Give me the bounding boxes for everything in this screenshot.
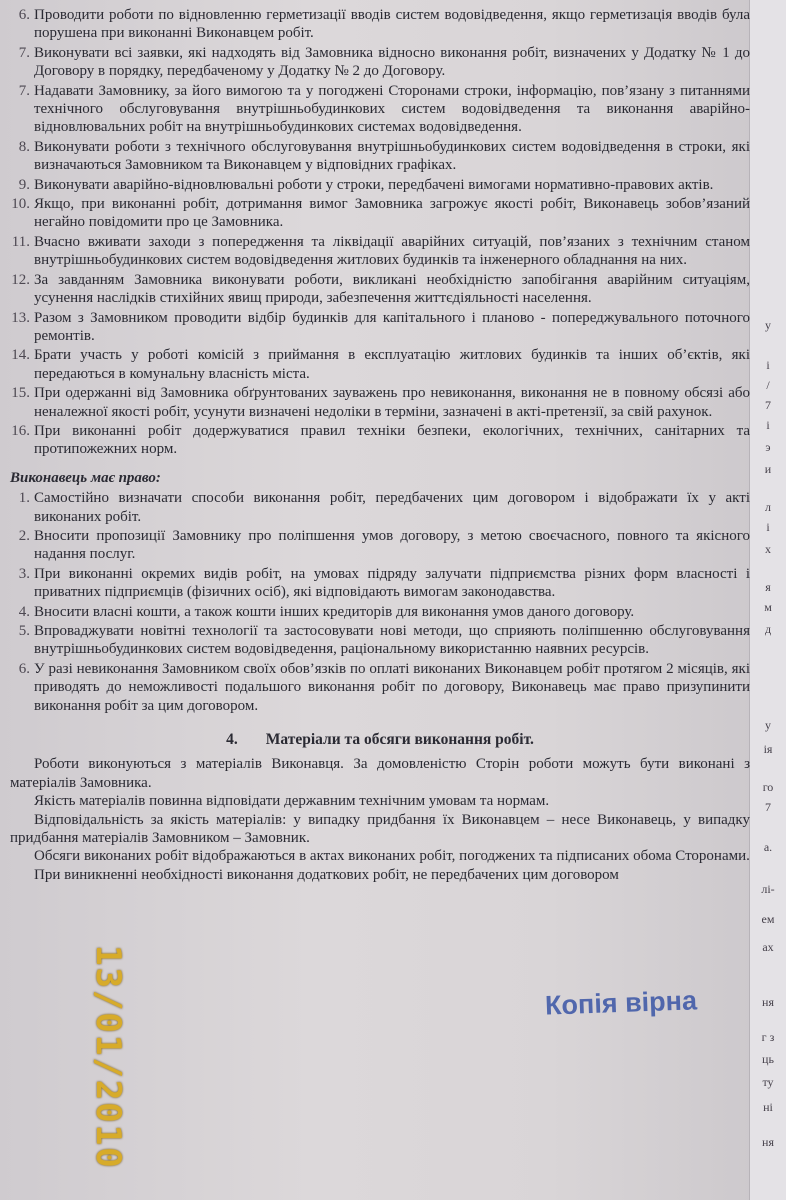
list-item: [10, 233, 750, 270]
margin-fragment: д: [764, 622, 772, 636]
section-heading: [10, 731, 750, 749]
item-text: При виконанні окремих видів робіт, на умовах підряду залучати підприємства різних форм власності і приватних підприємців (фізичних осіб), які відповідають вимогам законодавства.: [34, 565, 750, 601]
margin-fragment: і: [766, 418, 770, 432]
item-number: 11.: [11, 233, 30, 250]
item-number: 10.: [11, 196, 30, 213]
paragraph: При виникненні необхідності виконання додаткових робіт, не передбачених цим договором: [34, 866, 619, 883]
item-text: Впроваджувати новітні технології та застосовувати нові методи, що сприяють поліпшенню обслуговування внутрішньобудинкових систем водовідведення, раціональному використанню наявних ресурсів.: [34, 623, 750, 658]
section-title: Матеріали та обсяги виконання робіт.: [265, 731, 534, 749]
list-item: [10, 82, 750, 137]
item-text: Вносити пропозиції Замовнику про поліпшення умов договору, з метою своєчасного, повного та якісного надання послуг.: [34, 527, 750, 563]
margin-fragment: у: [765, 718, 771, 732]
margin-fragment: ць: [762, 1052, 774, 1066]
paragraph: Роботи виконуються з матеріалів Виконавця. За домовленістю Сторін роботи можуть бути виконані з матеріалів Замовника.: [10, 756, 750, 791]
paragraph: Якість матеріалів повинна відповідати державним технічним умовам та нормам.: [34, 793, 550, 810]
list-item: [10, 603, 750, 621]
item-text: При виконанні робіт додержуватися правил техніки безпеки, екологічних, технічних, санітарних та протипожежних норм.: [34, 422, 750, 458]
item-text: У разі невиконання Замовником своїх обов’язків по оплаті виконаних Виконавцем робіт протягом 2 місяців, які приводять до неможливості подальшого виконання робіт по договору, Виконавець має право призупинити виконання робіт за цим договором.: [34, 660, 750, 714]
list-item: [10, 489, 750, 526]
item-text: Вносити власні кошти, а також кошти інших кредиторів для виконання умов даного договору.: [34, 603, 635, 620]
margin-fragment: 7: [765, 398, 771, 412]
margin-fragment: г з: [761, 1030, 775, 1044]
margin-fragment: ем: [761, 912, 775, 926]
item-number: 7.: [18, 44, 30, 61]
list-item: [10, 660, 750, 715]
margin-fragment: ту: [762, 1075, 774, 1089]
paragraph: Відповідальність за якість матеріалів: у випадку придбання їх Виконавцем – несе Виконавець, у випадку придбання матеріалів Замовником – Замовник.: [10, 811, 750, 847]
item-number: 15.: [11, 385, 30, 402]
list-item: [10, 422, 750, 459]
list-item: [10, 527, 750, 564]
item-text: Вчасно вживати заходи з попередження та ліквідації аварійних ситуацій, пов’язаних з технічним станом внутрішньобудинкових систем водовідведення житлових будинків та інженерного обладнання на них.: [34, 233, 750, 269]
margin-fragment: ні: [763, 1100, 773, 1114]
item-text: Виконувати роботи з технічного обслуговування внутрішньобудинкових систем водовідведення в строки, які визначаються Замовником та Виконавцем у відповідних графіках.: [34, 138, 750, 174]
list-item: [10, 384, 750, 421]
rights-heading: Виконавець має право:: [10, 469, 161, 486]
item-text: Виконувати всі заявки, які надходять від Замовника відносно виконання робіт, визначених у Додатку № 1 до Договору в порядку, передбаченому у Додатку № 2 до Договору.: [34, 44, 750, 80]
document-text: [10, 0, 750, 884]
margin-fragment: х: [765, 542, 771, 556]
margin-fragment: э: [765, 440, 771, 454]
margin-fragment: і: [766, 520, 770, 534]
rights-list: [10, 489, 750, 715]
item-number: 9.: [18, 176, 30, 193]
margin-fragment: ня: [762, 1135, 774, 1149]
margin-fragment: го: [762, 780, 774, 794]
item-number: 12.: [11, 271, 30, 288]
item-text: При одержанні від Замовника обґрунтованих зауважень про невиконання, виконання не в повному обсязі або неналежної якості робіт, усунути визначені недоліки в терміни, зазначені в акті-претензії, за свій рахунок.: [34, 385, 750, 420]
item-text: Разом з Замовником проводити відбір будинків для капітального і планово - попереджувального поточного ремонтів.: [34, 309, 750, 344]
item-number: 6.: [18, 7, 30, 23]
list-item: [10, 271, 750, 308]
list-item: [10, 176, 750, 194]
item-number: 3.: [18, 565, 30, 582]
margin-fragment: а.: [763, 840, 773, 854]
list-item: [10, 6, 750, 43]
list-item: [10, 309, 750, 346]
copy-certified-stamp: Копія вірна: [544, 985, 698, 1021]
item-text: Якщо, при виконанні робіт, дотримання вимог Замовника загрожує якості робіт, Виконавець зобов’язаний негайно повідомити про це Замовника.: [34, 196, 750, 231]
list-item: [10, 195, 750, 232]
margin-fragment: у: [765, 318, 771, 332]
item-text: Виконувати аварійно-відновлювальні роботи у строки, передбачені вимогами нормативно-правових актів.: [34, 176, 714, 193]
margin-fragment: лі-: [761, 882, 775, 896]
margin-fragment: и: [764, 462, 772, 476]
margin-fragment: ах: [762, 940, 774, 954]
date-stamp: 13/01/2010: [88, 945, 128, 1170]
item-number: 5.: [18, 623, 30, 639]
item-text: Надавати Замовнику, за його вимогою та у погоджені Сторонами строки, інформацію, пов’язану з питаннями технічного обслуговування внутрішньобудинкових систем водовідведення та виконання аварійно-відновлювальних робіт на внутрішньобудинкових системах водовідведення.: [34, 82, 750, 136]
list-item: [10, 44, 750, 81]
margin-fragment: ія: [763, 742, 773, 756]
margin-fragment: л: [765, 500, 771, 514]
item-number: 16.: [11, 422, 30, 439]
list-item: [10, 346, 750, 383]
margin-fragment: м: [764, 600, 772, 614]
margin-fragment: /: [766, 378, 770, 392]
margin-fragment: і: [766, 358, 770, 372]
list-item: [10, 138, 750, 175]
paragraph: Обсяги виконаних робіт відображаються в актах виконаних робіт, погоджених та підписаних обома Сторонами.: [34, 848, 750, 865]
item-number: 14.: [11, 347, 30, 364]
item-number: 13.: [11, 309, 30, 326]
obligations-list: [10, 6, 750, 459]
item-text: За завданням Замовника виконувати роботи, викликані необхідністю запобігання аварійним ситуаціям, усунення наслідків стихійних явищ природи, забезпечення життєдіяльності населення.: [34, 271, 750, 307]
margin-fragment: ня: [762, 995, 774, 1009]
margin-fragment: я: [765, 580, 771, 594]
adjacent-page-edge: [749, 0, 786, 1200]
item-text: Самостійно визначати способи виконання робіт, передбачених цим договором і відображати їх у акті виконаних робіт.: [34, 490, 750, 525]
item-number: 4.: [18, 603, 30, 620]
margin-fragment: 7: [765, 800, 771, 814]
item-number: 6.: [18, 660, 30, 677]
item-number: 2.: [18, 527, 30, 544]
item-text: Брати участь у роботі комісій з приймання в експлуатацію житлових будинків та інших об’єктів, які передаються в комунальну власність міста.: [34, 347, 750, 382]
item-number: 8.: [18, 138, 30, 155]
section-number: 4.: [226, 731, 238, 749]
list-item: [10, 565, 750, 602]
item-number: 7.: [18, 82, 30, 99]
list-item: [10, 622, 750, 659]
item-number: 1.: [18, 490, 30, 507]
item-text: Проводити роботи по відновленню герметизації вводів систем водовідведення, якщо герметизація вводів була порушена при виконанні Виконавцем робіт.: [34, 7, 750, 42]
section-body: [10, 755, 750, 884]
